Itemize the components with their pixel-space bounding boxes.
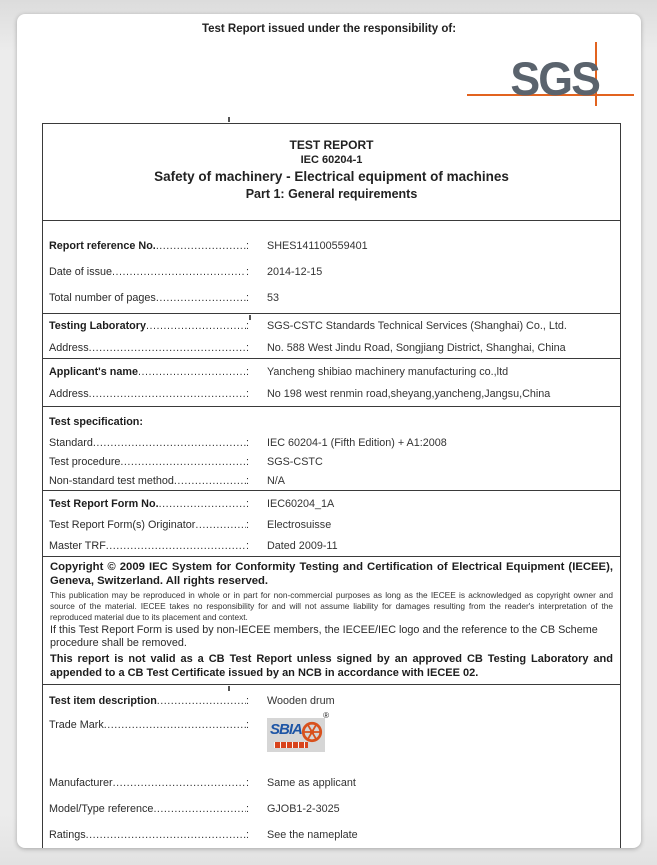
report-page (17, 14, 641, 848)
section-applicant (43, 359, 620, 407)
field-value: No. 588 West Jindu Road, Songjiang District, Shanghai, China (267, 342, 566, 354)
report-table (42, 123, 621, 848)
copyright-bold-notice: Copyright © 2009 IEC System for Conformity Testing and Certification of Electrical Equipment (IECEE), Geneva, Switzerland. All rights reserved. (50, 561, 613, 587)
copyright-removal-note: If this Test Report Form is used by non-IECEE members, the IECEE/IEC logo and the reference to the CB Scheme procedure shall be removed. (50, 623, 598, 650)
field-label: Testing Laboratory (49, 320, 146, 332)
field-row (43, 285, 620, 311)
colon (246, 803, 249, 815)
dot-leader (153, 803, 246, 815)
section-test-specification (43, 407, 620, 491)
field-row (43, 337, 620, 359)
section-test-item (43, 685, 620, 847)
colon (246, 292, 249, 304)
field-row (43, 315, 620, 337)
field-row (43, 259, 620, 285)
colon (246, 829, 249, 841)
field-label: Total number of pages (49, 292, 156, 304)
colon (246, 719, 249, 731)
colon (246, 240, 249, 252)
sgs-logo-text: SGS (510, 52, 599, 105)
trademark-logo (267, 711, 329, 752)
dot-leader (195, 519, 246, 531)
sgs-logo (17, 14, 641, 124)
section-testing-laboratory (43, 314, 620, 359)
dot-leader (156, 240, 246, 252)
trademark-logo-chinese-bar (274, 742, 308, 748)
field-label: Test Report Form No. (49, 497, 159, 510)
colon (246, 366, 249, 378)
field-label: Test item description (49, 695, 157, 707)
field-label: Applicant's name (49, 366, 138, 378)
colon (246, 519, 249, 531)
field-value: Dated 2009-11 (267, 539, 338, 552)
field-label: Non-standard test method (49, 474, 174, 487)
dot-leader (106, 540, 246, 552)
colon (246, 388, 249, 400)
field-value: IEC60204_1A (267, 497, 335, 510)
field-row (43, 471, 620, 490)
colon (246, 498, 249, 510)
dot-leader (89, 388, 246, 400)
title-standard-number: IEC 60204-1 (300, 154, 363, 166)
field-value: No 198 west renmin road,sheyang,yancheng,Jangsu,China (267, 388, 551, 400)
field-label: Test Report Form(s) Originator (49, 518, 196, 531)
trademark-logo-text: SBIA (270, 721, 302, 738)
dot-leader (86, 829, 246, 841)
field-row (43, 383, 620, 405)
copyright-small-print: This publication may be reproduced in whole or in part for non-commercial purposes as long as the IECEE is acknowledged as copyright owner and source of the material. IECEE takes no responsibility for and will not assume liability for damages resulting from the reader's interpretation of the reproduced material due to its placement and context. (50, 589, 613, 622)
colon (246, 342, 249, 354)
field-row (43, 361, 620, 383)
field-label: Model/Type reference (49, 803, 154, 815)
section-copyright (43, 557, 620, 685)
field-value: Yancheng shibiao machinery manufacturing co.,ltd (267, 366, 509, 378)
field-value: SGS-CSTC Standards Technical Services (Shanghai) Co., Ltd. (267, 320, 567, 332)
field-value: 53 (267, 292, 280, 304)
wheel-icon (301, 721, 323, 743)
field-label: Address (49, 388, 89, 400)
title-block (43, 124, 620, 221)
field-value: GJOB1-2-3025 (267, 803, 340, 815)
colon (246, 266, 249, 278)
field-row (43, 770, 620, 796)
dot-leader (113, 777, 246, 789)
colon (246, 777, 249, 789)
dot-leader (93, 437, 246, 449)
field-label: Test procedure (49, 455, 121, 468)
field-value: See the nameplate (267, 829, 358, 841)
field-label: Standard (49, 436, 93, 449)
field-label: Date of issue (49, 266, 113, 278)
title-standard-name: Safety of machinery - Electrical equipment of machines (154, 169, 509, 184)
field-value: Electrosuisse (267, 518, 332, 531)
field-label: Trade Mark (49, 719, 104, 731)
field-value: SGS-CSTC (267, 455, 323, 468)
dot-leader (138, 366, 246, 378)
field-row (43, 796, 620, 822)
colon (246, 320, 249, 332)
field-label: Manufacturer (49, 777, 113, 789)
field-row (43, 433, 620, 452)
field-row (43, 514, 620, 535)
colon (246, 456, 249, 468)
test-specification-heading: Test specification: (49, 416, 143, 428)
scan-tick-mark (228, 117, 230, 122)
field-row (43, 688, 620, 714)
dot-leader (120, 456, 246, 468)
field-row (43, 233, 620, 259)
colon (246, 540, 249, 552)
dot-leader (146, 320, 246, 332)
field-label: Master TRF (49, 539, 106, 552)
registered-trademark-symbol: ® (323, 711, 329, 720)
field-label: Report reference No. (49, 240, 156, 252)
dot-leader (89, 342, 246, 354)
section-test-report-form (43, 491, 620, 557)
field-value: 2014-12-15 (267, 266, 323, 278)
field-row (43, 452, 620, 471)
field-label: Address (49, 342, 89, 354)
field-value: IEC 60204-1 (Fifth Edition) + A1:2008 (267, 436, 447, 449)
colon (246, 475, 249, 487)
copyright-validity-notice: This report is not valid as a CB Test Report unless signed by an approved CB Testing Laboratory and appended to a CB Test Certificate issued by an NCB in accordance with IECEE 02. (50, 652, 613, 679)
field-value: Same as applicant (267, 777, 356, 789)
dot-leader (104, 719, 246, 731)
field-row (43, 822, 620, 848)
field-value: SHES141100559401 (267, 240, 368, 252)
field-label: Ratings (49, 829, 86, 841)
colon (246, 695, 249, 707)
dot-leader (159, 498, 246, 510)
colon (246, 437, 249, 449)
field-value: Wooden drum (267, 695, 335, 707)
field-row (43, 493, 620, 514)
section-report-info (43, 221, 620, 314)
dot-leader (157, 695, 246, 707)
issued-responsibility-text: Test Report issued under the responsibility of: (201, 23, 457, 35)
dot-leader (156, 292, 246, 304)
field-row-trademark (43, 711, 620, 770)
title-part: Part 1: General requirements (245, 187, 418, 201)
title-test-report: TEST REPORT (289, 138, 374, 152)
dot-leader (112, 266, 246, 278)
field-row (43, 535, 620, 556)
dot-leader (174, 475, 246, 487)
field-value: N/A (267, 474, 285, 487)
